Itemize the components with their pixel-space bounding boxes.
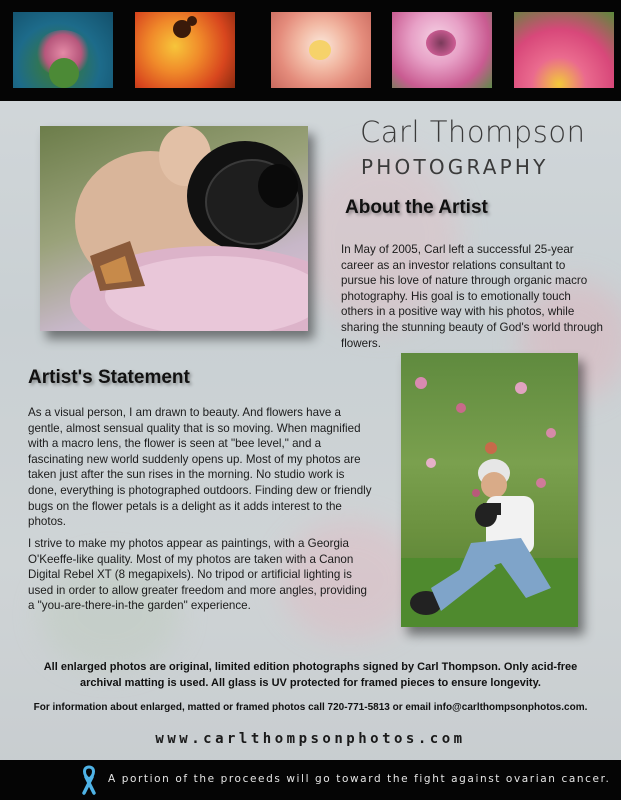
brand-name: Carl Thompson [360, 115, 586, 149]
thumbnail-strip [0, 0, 621, 101]
contact-notice: For information about enlarged, matted or framed photos call 720-771-5813 or email info@carlthompsonphotos.com. [33, 702, 588, 713]
statement-paragraph-1: As a visual person, I am drawn to beauty. And flowers have a gentle, almost sensual quality that is so moving. When magnified with a macro lens, the flower is seen at "bee level," and a fascinating new world suddenly opens up. Most of my photos are taken just after the sun rises in the morning. No studio work is done, everything is photographed outdoors. Finding dew or friendly bugs on the flower petals is a delight as it adds interest to the photos. [28, 406, 372, 529]
camera-butterfly-photo [40, 126, 308, 331]
camera-butterfly-illustration [40, 126, 308, 331]
about-heading: About the Artist [345, 197, 488, 218]
foxglove-thumbnail [392, 12, 492, 88]
statement-heading: Artist's Statement [28, 367, 190, 388]
footer-bar [0, 760, 621, 800]
guarantee-notice: All enlarged photos are original, limited edition photographs signed by Carl Thompson. Only acid-free archival matting is used. All glass is UV protected for framed pieces to ensure longevity. [43, 661, 578, 689]
artist-in-garden-illustration [401, 353, 578, 627]
gerbera-thumbnail [514, 12, 614, 88]
orange-lily-thumbnail [135, 12, 235, 88]
website-url[interactable]: www.carlthompsonphotos.com [155, 731, 466, 747]
artist-in-garden-photo [401, 353, 578, 627]
pink-dahlia-thumbnail [271, 12, 371, 88]
statement-paragraph-2: I strive to make my photos appear as paintings, with a Georgia O'Keeffe-like quality. Most of my photos are taken with a Canon Digital Rebel XT (8 megapixels). No tripod or artificial lighting is used in order to allow greater freedom and more angles, providing a "you-are-there-in-the garden" experience. [28, 537, 367, 613]
about-text: In May of 2005, Carl left a successful 25-year career as an investor relations consultant to pursue his love of nature through organic macro photography. His goal is to emotionally touch others in a positive way with his photos, while sharing the stunning beauty of God's world through flowers. [341, 243, 603, 350]
coneflower-thumbnail [13, 12, 113, 88]
brand-subtitle: PHOTOGRAPHY [361, 155, 549, 179]
footer-text: A portion of the proceeds will go toward the fight against ovarian cancer. [108, 773, 611, 785]
awareness-ribbon-icon [80, 765, 98, 795]
